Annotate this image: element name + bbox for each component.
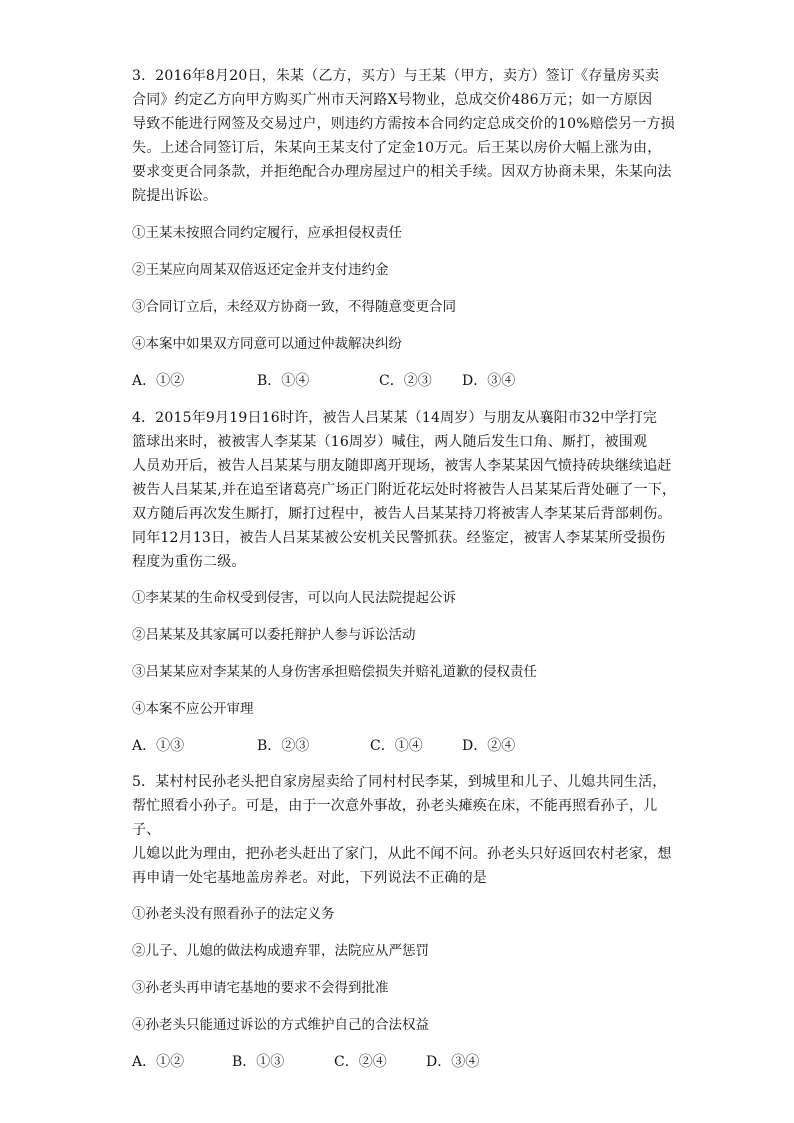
option-2: ②王某应向周某双倍返还定金并支付违约金 bbox=[132, 262, 389, 278]
option-1: ①李某某的生命权受到侵害，可以向人民法院提起公诉 bbox=[132, 590, 456, 606]
option-2: ②吕某某及其家属可以委托辩护人参与诉讼活动 bbox=[132, 627, 416, 643]
choice-a: A．①③ bbox=[132, 738, 185, 754]
choice-d: D．③④ bbox=[462, 373, 516, 389]
answer-choices bbox=[132, 1052, 680, 1072]
option-1: ①王某未按照合同约定履行，应承担侵权责任 bbox=[132, 225, 402, 241]
option-4: ④本案不应公开审理 bbox=[132, 701, 254, 717]
choice-d: D．③④ bbox=[426, 1054, 480, 1070]
choice-c: C．②③ bbox=[379, 373, 432, 389]
question-stem: 5．某村村民孙老头把自家房屋卖给了同村村民李某，到城里和儿子、儿媳共同生活， 帮忙照看小孙子。可是，由于一次意外事故，孙老头瘫痪在床，不能再照看孙子，儿子、 儿媳以此为理由，把孙老头赶出了家门，从此不闻不问。孙老头只好返回农村老家，想 再申请一处宅基地盖房养老。对此，下列说法不正确的是 bbox=[132, 774, 672, 886]
choice-b: B．①④ bbox=[257, 373, 310, 389]
question-3 bbox=[132, 64, 680, 391]
answer-choices bbox=[132, 371, 680, 391]
choice-d: D．②④ bbox=[462, 738, 516, 754]
answer-choices bbox=[132, 736, 680, 756]
choice-c: C．②④ bbox=[334, 1054, 387, 1070]
option-3: ③合同订立后，未经双方协商一致，不得随意变更合同 bbox=[132, 299, 456, 315]
choice-a: A．①② bbox=[132, 373, 185, 389]
question-5 bbox=[132, 770, 680, 1072]
option-3: ③吕某某应对李某某的人身伤害承担赔偿损失并赔礼道歉的侵权责任 bbox=[132, 664, 537, 680]
question-4 bbox=[132, 406, 680, 756]
option-3: ③孙老头再申请宅基地的要求不会得到批准 bbox=[132, 980, 389, 996]
choice-b: B．①③ bbox=[232, 1054, 285, 1070]
option-1: ①孙老头没有照看孙子的法定义务 bbox=[132, 906, 335, 922]
choice-b: B．②③ bbox=[257, 738, 310, 754]
option-4: ④本案中如果双方同意可以通过仲裁解决纠纷 bbox=[132, 336, 402, 352]
question-stem: 4．2015年9月19日16时许，被告人吕某某（14周岁）与朋友从襄阳市32中学打完 篮球出来时，被被害人李某某（16周岁）喊住，两人随后发生口角、厮打，被围观 人员劝开后，被告人吕某某与朋友随即离开现场，被害人李某某因气愤持砖块继续追赶 被告人吕某某,并在追至诸葛亮广场正门附近花坛处时将被告人吕某某后背处砸了一下， 双方随后再次发生厮打，厮打过程中，被告人吕某某持刀将被害人李某某后背部刺伤。 同年12月13日，被告人吕某某被公安机关民警抓获。经鉴定，被害人李某某所受损伤 程度为重伤二级。 bbox=[132, 410, 677, 570]
choice-c: C．①④ bbox=[370, 738, 423, 754]
choice-a: A．①② bbox=[132, 1054, 185, 1070]
option-2: ②儿子、儿媳的做法构成遗弃罪，法院应从严惩罚 bbox=[132, 943, 429, 959]
option-4: ④孙老头只能通过诉讼的方式维护自己的合法权益 bbox=[132, 1017, 429, 1033]
question-stem: 3．2016年8月20日，朱某（乙方，买方）与王某（甲方，卖方）签订《存量房买卖 合同》约定乙方向甲方购买广州市天河路X号物业，总成交价486万元；如一方原因 导致不能进行网签及交易过户，则违约方需按本合同约定总成交价的10%赔偿另一方损 失。上述合同签订后，朱某向王某支付了定金10万元。后王某以房价大幅上涨为由， 要求变更合同条款，并拒绝配合办理房屋过户的相关手续。因双方协商未果，朱某向法 院提出诉讼。 bbox=[132, 68, 675, 204]
